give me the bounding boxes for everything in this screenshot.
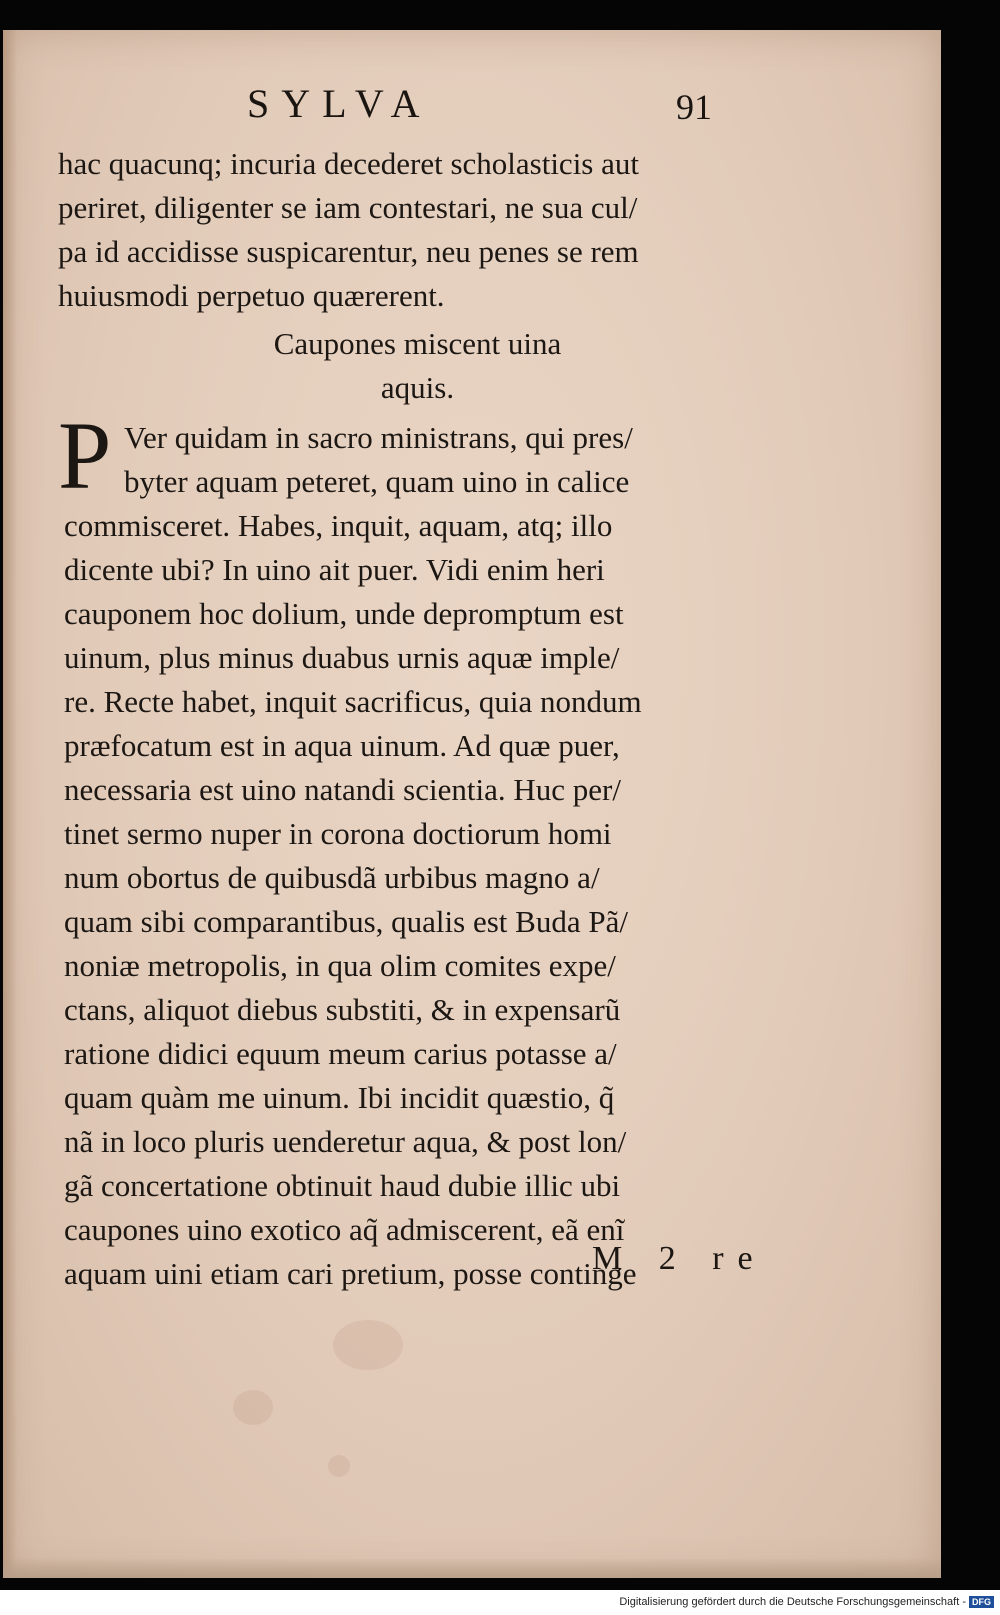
heading-line: aquis. (380, 370, 455, 405)
text-line: ratione didici equum meum carius potasse a/ (64, 1036, 617, 1071)
text-line: noniæ metropolis, in qua olim comites expe/ (64, 948, 616, 983)
page-gutter-shadow (3, 30, 17, 1578)
digitization-credit (619, 1596, 994, 1608)
text-line: quam sibi comparantibus, qualis est Buda Pã/ (64, 904, 628, 939)
text-line: hac quacunq; incuria decederet scholasticis aut (58, 146, 639, 181)
text-line: necessaria est uino natandi scientia. Huc per/ (64, 772, 621, 807)
paragraph-1 (58, 142, 639, 318)
text-line: quam quàm me uinum. Ibi incidit quæstio, q̃ (64, 1080, 615, 1115)
dfg-logo: DFG (969, 1596, 994, 1608)
paper-stain (328, 1455, 350, 1477)
text-line: Ver quidam in sacro ministrans, qui pres/ (124, 420, 633, 455)
text-line: num obortus de quibusdã urbibus magno a/ (64, 860, 600, 895)
text-line: tinet sermo nuper in corona doctiorum homi (64, 816, 612, 851)
text-line: præfocatum est in aqua uinum. Ad quæ puer, (64, 728, 620, 763)
text-line: ctans, aliquot diebus substiti, & in expensarũ (64, 992, 621, 1027)
section-heading (230, 322, 605, 410)
paper-stain (233, 1390, 273, 1425)
text-line: caupones uino exotico aq̃ admiscerent, eã enĩ (64, 1212, 625, 1247)
running-head: SYLVA (247, 81, 432, 126)
text-line: re. Recte habet, inquit sacrificus, quia nondum (64, 684, 642, 719)
page-bottom-edge (3, 1558, 941, 1578)
text-line: gã concertatione obtinuit haud dubie illic ubi (64, 1168, 621, 1203)
text-line: nã in loco pluris uenderetur aqua, & post lon/ (64, 1124, 627, 1159)
paragraph-2 (64, 416, 642, 1296)
text-line: byter aquam peteret, quam uino in calice (124, 464, 630, 499)
text-line: huiusmodi perpetuo quærerent. (58, 278, 445, 313)
text-line: dicente ubi? In uino ait puer. Vidi enim heri (64, 552, 605, 587)
text-line: periret, diligenter se iam contestari, ne sua cul/ (58, 190, 638, 225)
text-line: cauponem hoc dolium, unde depromptum est (64, 596, 624, 631)
credit-text: Digitalisierung gefördert durch die Deutsche Forschungsgemeinschaft - (619, 1596, 966, 1608)
text-line: aquam uini etiam cari pretium, posse continge (64, 1256, 637, 1291)
catchword-signature: M 2 re (592, 1240, 767, 1277)
text-line: pa id accidisse suspicarentur, neu penes se rem (58, 234, 639, 269)
text-line: uinum, plus minus duabus urnis aquæ imple/ (64, 640, 620, 675)
heading-line: Caupones miscent uina (273, 326, 562, 361)
paper-stain (333, 1320, 403, 1370)
text-line: commisceret. Habes, inquit, aquam, atq; illo (64, 508, 613, 543)
drop-capital: P (58, 402, 112, 509)
page-number: 91 (676, 87, 712, 127)
